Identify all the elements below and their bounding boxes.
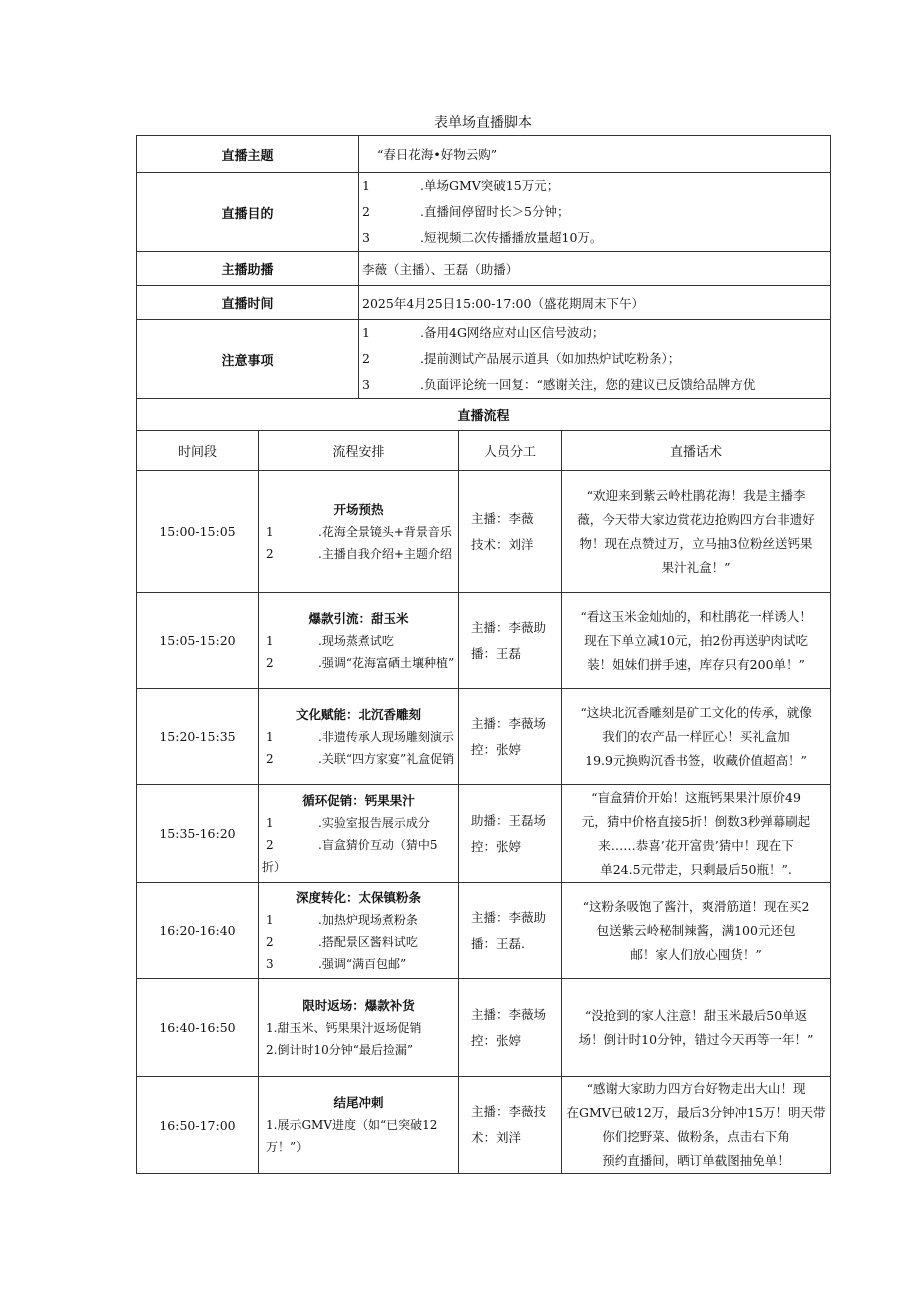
list-item — [362, 320, 827, 346]
list-item — [362, 346, 827, 372]
flow-script-line: 包送紫云岭秘制辣酱，满100元还包 — [596, 922, 796, 938]
flow-step — [262, 909, 455, 931]
list-item-number: 3 — [362, 377, 370, 392]
flow-step — [262, 521, 455, 543]
flow-staff-line: 主播：李薇场 — [471, 1006, 547, 1022]
flow-step-title: 开场预热 — [333, 501, 384, 517]
flow-step-number: 2 — [266, 546, 274, 561]
flow-step — [262, 1114, 455, 1158]
flow-step — [262, 1017, 455, 1039]
time-label: 直播时间 — [137, 286, 359, 320]
flow-script-line: “欢迎来到紫云岭杜鹃花海！我是主播李 — [586, 487, 806, 503]
list-item — [362, 199, 827, 225]
flow-staff-line: 播：王磊 — [471, 645, 522, 661]
flow-step-number: 2 — [266, 934, 274, 949]
flow-step — [262, 812, 455, 834]
flow-step — [262, 543, 455, 565]
flow-step-text: 1.甜玉米、钙果果汁返场促销 — [266, 1020, 422, 1035]
theme-row — [137, 136, 831, 173]
flow-script-line: 我们的农产品一样匠心！买礼盒加 — [602, 728, 790, 744]
goal-row — [137, 173, 831, 252]
flow-script-line: “没抢到的家人注意！甜玉米最后50单返 — [584, 1007, 808, 1023]
flow-step-text: .关联“四方家宴”礼盒促销 — [318, 751, 455, 766]
flow-step-text: .强调“满百包邮” — [318, 956, 407, 971]
flow-time: 15:05-15:20 — [137, 593, 259, 689]
flow-staff-line: 控：张婷 — [471, 741, 522, 757]
flow-script-line: 场！倒计时10分钟，错过今天再等一年！” — [578, 1031, 814, 1047]
flow-script — [562, 593, 831, 689]
flow-staff — [459, 593, 562, 689]
flow-step — [262, 726, 455, 748]
header-time: 时间段 — [137, 431, 259, 471]
flow-script — [562, 1077, 831, 1174]
flow-row — [137, 593, 831, 689]
flow-step-number: 1 — [266, 729, 274, 744]
list-item-text: .单场GMV突破15万元； — [420, 178, 560, 193]
flow-row — [137, 1077, 831, 1174]
flow-script-line: 薇，今天带大家边赏花边抢购四方台非遗好 — [577, 511, 815, 527]
flow-staff-line: 助播：王磊场 — [471, 812, 547, 828]
host-value: 李薇（主播）、王磊（助播） — [359, 252, 831, 286]
flow-script — [562, 785, 831, 883]
flow-staff-line: 技术：刘洋 — [471, 536, 534, 552]
flow-script — [562, 471, 831, 593]
flow-time: 16:20-16:40 — [137, 883, 259, 979]
flow-step-title: 循环促销：钙果果汁 — [302, 792, 415, 808]
flow-row — [137, 785, 831, 883]
flow-script-line: 19.9元换购沉香书签，收藏价值超高！” — [585, 752, 807, 768]
flow-staff-line: 控：张婷 — [471, 1032, 522, 1048]
list-item-number: 1 — [362, 178, 370, 193]
notes-list — [359, 320, 831, 399]
flow-step-title: 文化赋能：北沉香雕刻 — [296, 706, 422, 722]
flow-time: 15:35-16:20 — [137, 785, 259, 883]
time-row — [137, 286, 831, 320]
flow-process — [259, 1077, 459, 1174]
flow-step — [262, 834, 455, 878]
flow-staff-line: 控：张婷 — [471, 838, 522, 854]
flow-step-number: 1 — [266, 912, 274, 927]
flow-step-text: .主播自我介绍+主题介绍 — [318, 546, 452, 561]
flow-script-line: “看这玉米金灿灿的，和杜鹃花一样诱人！ — [580, 608, 812, 624]
list-item-number: 2 — [362, 351, 370, 366]
flow-process — [259, 689, 459, 785]
flow-script-line: 你们挖野菜、做粉条，点击右下角 — [602, 1129, 790, 1144]
flow-staff-line: 主播：李薇 — [471, 510, 534, 526]
list-item-text: .提前测试产品展示道具（如加热炉试吃粉条）； — [420, 351, 681, 366]
flow-header-row — [137, 431, 831, 471]
flow-step-title: 深度转化：太保镇粉条 — [296, 889, 422, 905]
flow-staff — [459, 1077, 562, 1174]
header-process: 流程安排 — [259, 431, 459, 471]
flow-staff — [459, 785, 562, 883]
flow-step-text: 2.倒计时10分钟“最后捡漏” — [266, 1042, 413, 1057]
flow-step — [262, 931, 455, 953]
list-item-number: 3 — [362, 230, 370, 245]
flow-process — [259, 593, 459, 689]
flow-script-line: 来……恭喜’花开富贵’猜中！现在下 — [598, 837, 794, 853]
goal-label: 直播目的 — [137, 173, 359, 252]
flow-step-title: 结尾冲刺 — [333, 1095, 384, 1110]
flow-step-title: 限时返场：爆款补货 — [302, 997, 415, 1013]
flow-script-line: 元，猜中价格直接5折！倒数3秒弹幕刷起 — [581, 813, 811, 829]
theme-value: “春日花海•好物云购” — [359, 136, 831, 173]
flow-staff — [459, 689, 562, 785]
flow-script-line: 果汁礼盒！” — [661, 559, 731, 575]
flow-script — [562, 883, 831, 979]
flow-script-line: 在GMV已破12万，最后3分钟冲15万！明天带 — [566, 1105, 826, 1120]
flow-script-line: 邮！家人们放心囤货！” — [630, 946, 762, 962]
flow-process — [259, 883, 459, 979]
flow-script-line: “感谢大家助力四方台好物走出大山！现 — [586, 1081, 806, 1096]
flow-step-title: 爆款引流：甜玉米 — [308, 610, 409, 626]
flow-staff-line: 术：刘洋 — [471, 1130, 522, 1145]
flow-time: 15:20-15:35 — [137, 689, 259, 785]
flow-row — [137, 979, 831, 1077]
flow-step-number: 1 — [266, 633, 274, 648]
flow-script-line: 预约直播间，晒订单截图抽免单！ — [602, 1153, 790, 1168]
flow-script-line: “盲盒猜价开始！这瓶钙果果汁原价49 — [591, 789, 801, 805]
flow-step-text: .强调“花海富硒土壤种植” — [318, 655, 455, 670]
live-script-table — [136, 135, 831, 1174]
list-item-text: .备用4G网络应对山区信号波动； — [420, 325, 605, 340]
flow-staff-line: 播：王磊. — [471, 935, 525, 951]
list-item-number: 2 — [362, 204, 370, 219]
header-script: 直播话术 — [562, 431, 831, 471]
flow-step-number: 2 — [266, 655, 274, 670]
flow-step-text: .花海全景镜头+背景音乐 — [318, 524, 452, 539]
list-item — [362, 225, 827, 251]
flow-script-line: “这粉条吸饱了酱汁，爽滑筋道！现在买2 — [582, 898, 810, 914]
flow-process — [259, 471, 459, 593]
flow-time: 16:40-16:50 — [137, 979, 259, 1077]
flow-step-text: .现场蒸煮试吃 — [318, 633, 394, 648]
flow-script-line: “这块北沉香雕刻是矿工文化的传承，就像 — [580, 704, 812, 720]
flow-step-number: 1 — [266, 524, 274, 539]
flow-step-number: 1 — [266, 815, 274, 830]
flow-time: 16:50-17:00 — [137, 1077, 259, 1174]
flow-staff-line: 主播：李薇助 — [471, 619, 547, 635]
flow-row — [137, 883, 831, 979]
flow-section-title: 直播流程 — [137, 399, 831, 431]
flow-step-text: .非遗传承人现场雕刻演示 — [318, 729, 454, 744]
flow-staff — [459, 979, 562, 1077]
theme-label: 直播主题 — [137, 136, 359, 173]
header-staff: 人员分工 — [459, 431, 562, 471]
flow-step — [262, 630, 455, 652]
flow-process — [259, 979, 459, 1077]
flow-staff-line: 主播：李薇场 — [471, 715, 547, 731]
flow-script — [562, 689, 831, 785]
list-item-text: .负面评论统一回复：“感谢关注，您的建议已反馈给品牌方优 — [420, 377, 756, 392]
flow-script-line: 物！现在点赞过万，立马抽3位粉丝送钙果 — [579, 535, 813, 551]
flow-step — [262, 1039, 455, 1061]
flow-step — [262, 748, 455, 770]
notes-row — [137, 320, 831, 399]
flow-script — [562, 979, 831, 1077]
flow-staff — [459, 883, 562, 979]
list-item — [362, 372, 827, 398]
flow-staff-line: 主播：李薇助 — [471, 909, 547, 925]
flow-step-number: 2 — [266, 751, 274, 766]
host-label: 主播助播 — [137, 252, 359, 286]
document-title: 表单场直播脚本 — [434, 115, 532, 131]
flow-time: 15:00-15:05 — [137, 471, 259, 593]
list-item — [362, 173, 827, 199]
flow-section-row — [137, 399, 831, 431]
list-item-number: 1 — [362, 325, 370, 340]
flow-staff-line: 主播：李薇技 — [471, 1104, 547, 1119]
flow-step — [262, 652, 455, 674]
list-item-text: .短视频二次传播播放量超10万。 — [420, 230, 603, 245]
flow-step — [262, 953, 455, 975]
flow-row — [137, 471, 831, 593]
flow-script-line: 装！姐妹们拼手速，库存只有200单！” — [587, 656, 805, 672]
flow-process — [259, 785, 459, 883]
flow-script-line: 现在下单立减10元，拍2份再送驴肉试吃 — [584, 632, 808, 648]
flow-staff — [459, 471, 562, 593]
flow-step-number: 3 — [266, 956, 274, 971]
flow-step-text: .加热炉现场煮粉条 — [318, 912, 418, 927]
flow-step-number: 2 — [266, 837, 274, 852]
flow-row — [137, 689, 831, 785]
host-row — [137, 252, 831, 286]
list-item-text: .直播间停留时长＞5分钟； — [420, 204, 570, 219]
flow-step-text: .盲盒猜价互动（猜中5折） — [262, 837, 438, 874]
goal-list — [359, 173, 831, 252]
time-value: 2025年4月25日15:00-17:00（盛花期周末下午） — [359, 286, 831, 320]
flow-step-text: .搭配景区酱料试吃 — [318, 934, 418, 949]
flow-step-text: .实验室报告展示成分 — [318, 815, 430, 830]
notes-label: 注意事项 — [137, 320, 359, 399]
flow-script-line: 单24.5元带走，只剩最后50瓶！”. — [600, 861, 792, 877]
flow-step-text: 1.展示GMV进度（如“已突破12万！”） — [266, 1118, 438, 1154]
